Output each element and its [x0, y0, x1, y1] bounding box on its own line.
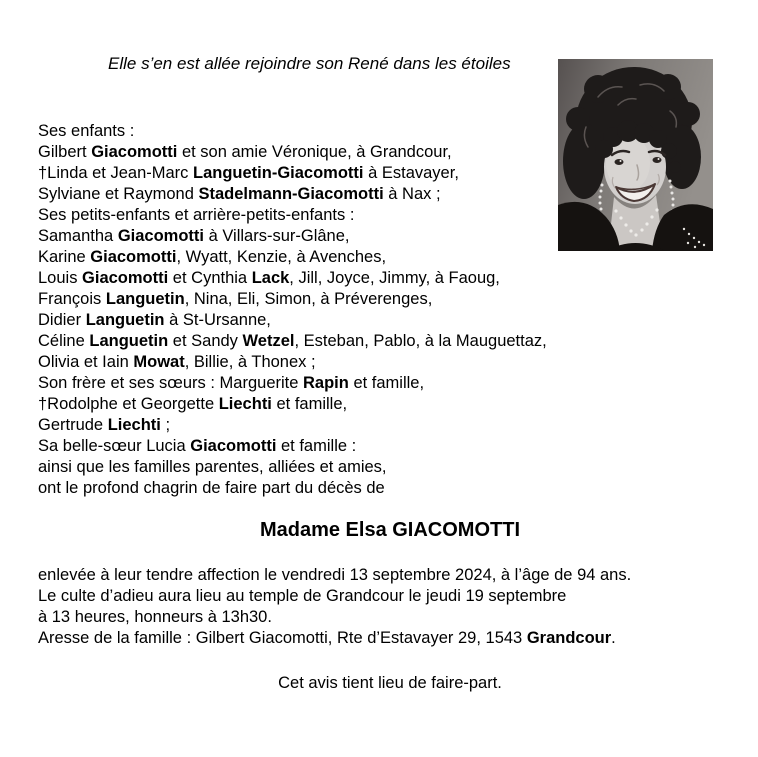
family-line: Ses petits-enfants et arrière-petits-enfants :	[38, 206, 355, 224]
family-line: Samantha Giacomotti à Villars-sur-Glâne,	[38, 227, 350, 245]
family-line: Gilbert Giacomotti et son amie Véronique, à Grandcour,	[38, 143, 452, 161]
portrait-photo	[558, 59, 713, 251]
family-list	[38, 121, 547, 499]
memorial-quote: Elle s’en est allée rejoindre son René dans les étoiles	[108, 54, 511, 73]
family-line: Gertrude Liechti ;	[38, 416, 171, 434]
details-line: enlevée à leur tendre affection le vendredi 13 septembre 2024, à l’âge de 94 ans.	[38, 566, 632, 584]
deceased-name: Madame Elsa GIACOMOTTI	[259, 519, 521, 541]
family-line: Céline Languetin et Sandy Wetzel, Esteban, Pablo, à la Mauguettaz,	[38, 332, 547, 350]
details-line: Le culte d’adieu aura lieu au temple de Grandcour le jeudi 19 septembre	[38, 587, 567, 605]
details-line: Aresse de la famille : Gilbert Giacomotti, Rte d’Estavayer 29, 1543 Grandcour.	[38, 629, 616, 647]
family-line: Ses enfants :	[38, 122, 135, 140]
family-line: Louis Giacomotti et Cynthia Lack, Jill, Joyce, Jimmy, à Faoug,	[38, 269, 500, 287]
family-line: Karine Giacomotti, Wyatt, Kenzie, à Avenches,	[38, 248, 387, 266]
family-line: Didier Languetin à St-Ursanne,	[38, 311, 271, 329]
family-line: †Rodolphe et Georgette Liechti et famille,	[38, 395, 348, 413]
family-line: Sa belle-sœur Lucia Giacomotti et famille :	[38, 437, 357, 455]
family-line: ainsi que les familles parentes, alliées et amies,	[38, 458, 387, 476]
family-line: François Languetin, Nina, Eli, Simon, à Préverenges,	[38, 290, 433, 308]
family-line: †Linda et Jean-Marc Languetin-Giacomotti à Estavayer,	[38, 164, 459, 182]
family-line: Son frère et ses sœurs : Marguerite Rapin et famille,	[38, 374, 425, 392]
family-line: Olivia et Iain Mowat, Billie, à Thonex ;	[38, 353, 316, 371]
family-line: ont le profond chagrin de faire part du décès de	[38, 479, 385, 497]
family-line: Sylviane et Raymond Stadelmann-Giacomotti à Nax ;	[38, 185, 441, 203]
details-line: à 13 heures, honneurs à 13h30.	[38, 608, 272, 626]
funeral-details	[38, 565, 631, 649]
portrait-photo-icon	[558, 59, 713, 251]
closing-note: Cet avis tient lieu de faire-part.	[278, 674, 502, 692]
